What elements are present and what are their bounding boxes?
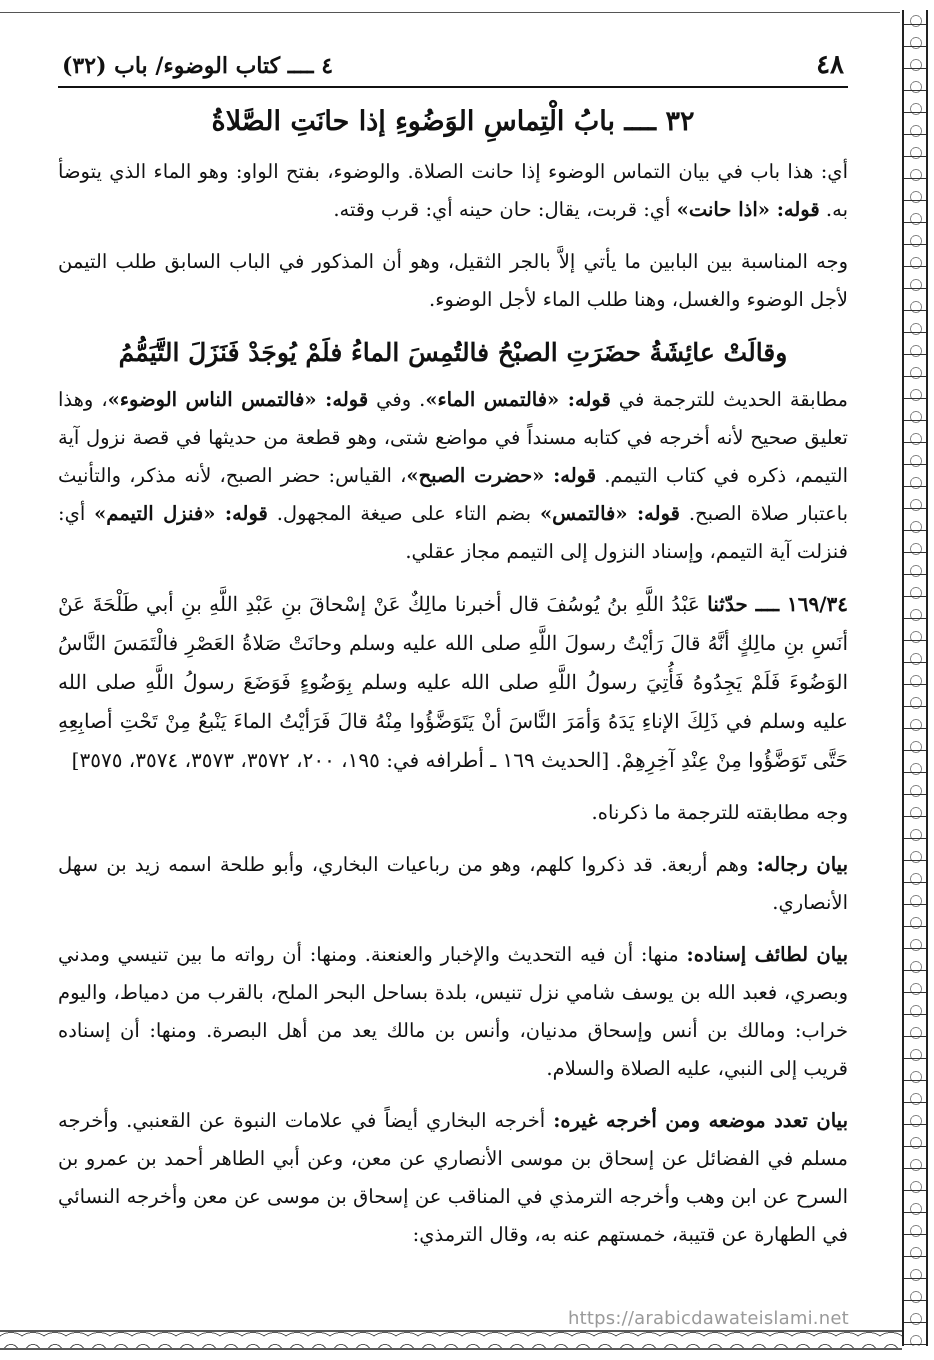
paragraph-commentary	[58, 381, 848, 571]
paragraph-other-sources	[58, 1102, 848, 1254]
paragraph-chain-subtleties	[58, 936, 848, 1088]
bold-label: قوله: «فالتمس الماء»	[425, 388, 611, 411]
hadith-number: ١٦٩/٣٤ ــــ حدّثنا	[707, 592, 848, 616]
paragraph-text: أخرجه البخاري أيضاً في علامات النبوة عن القعنبي. وأخرجه مسلم في الفضائل عن إسحاق بن موسى الأنصاري عن معن، وعن أبي الطاهر أحمد بن عمرو بن السرح عن ابن وهب وأخرجه الترمذي في المناقب عن إسحاق بن موسى عن معن وأخرجه النسائي في الطهارة عن قتيبة، خمستهم عنه به، وقال الترمذي:	[58, 1109, 848, 1246]
top-rule	[0, 12, 900, 13]
paragraph-text: أي: هذا باب في بيان التماس الوضوء إذا حانت الصلاة. والوضوء، بفتح الواو: وهو الماء الذي يتوضأ به.	[58, 160, 848, 221]
paragraph-text: بضم التاء على صيغة المجهول.	[267, 502, 540, 525]
paragraph-text: وهم أربعة. قد ذكروا كلهم، وهو من رباعيات البخاري، وأبو طلحة اسمه زيد بن سهل الأنصاري.	[58, 853, 848, 914]
decorative-border-bottom	[0, 1330, 902, 1350]
chapter-title: ٣٢ ــــ بابُ الْتِماسِ الوَضُوءِ إذا حانَتِ الصَّلاةُ	[211, 106, 695, 137]
quoted-narration-heading: وقالَتْ عائِشَةُ حضَرَتِ الصبْحُ فالتُمِسَ الماءُ فلَمْ يُوجَدْ فَنَزَلَ التَّيَمُّمُ	[118, 338, 788, 367]
paragraph-text: أي: فنزلت آية التيمم، وإسناد النزول إلى التيمم مجاز عقلي.	[58, 502, 848, 563]
bold-label: بيان لطائف إسناده:	[686, 943, 848, 966]
watermark-url: https://arabicdawateislami.net	[568, 1308, 849, 1329]
bold-label: قوله: «فالتمس»	[539, 502, 680, 525]
page-number: ٤٨	[816, 50, 844, 80]
hadith-text	[58, 585, 848, 780]
border-ornament	[907, 10, 925, 1346]
bold-label: قوله: «حضرت الصبح»	[406, 464, 597, 487]
bold-label: قوله: «فنزل التيمم»	[94, 502, 268, 525]
bold-label: بيان رجاله:	[756, 853, 848, 876]
paragraph-correspondence: وجه مطابقته للترجمة ما ذكرناه.	[591, 801, 848, 824]
page-content	[58, 50, 848, 1268]
paragraph-text: ، القياس: حضر الصبح، لأنه مذكر، والتأنيث باعتبار صلاة الصبح.	[58, 464, 848, 525]
bold-label: قوله: «اذا حانت»	[676, 198, 820, 221]
bold-label: قوله: «فالتمس الناس الوضوء»	[107, 388, 369, 411]
paragraph-text: أي: قربت، يقال: حان حينه أي: قرب وقته.	[333, 198, 677, 221]
hadith-body: عَبْدُ اللَّهِ بنُ يُوسُفَ قال أخبرنا مالِكٌ عَنْ إسْحاقَ بنِ عَبْدِ اللَّهِ بنِ أبي طَلْحَةَ عَنْ أنَسِ بنِ مالِكٍ أنَّهُ قالَ رَأيْتُ رسولَ اللَّهِ صلى الله عليه وسلم وحانَتْ صَلاةُ العَصْرِ فالْتَمَسَ النَّاسُ الوَضُوءَ فَلَمْ يَجِدُوهُ فَأُتِيَ رسولُ اللَّهِ صلى الله عليه وسلم بِوَضُوءٍ فَوَضَعَ رسولُ اللَّهِ صلى الله عليه وسلم في ذَلِكَ الإناءِ يَدَهُ وَأمَرَ النَّاسَ أنْ يَتَوَضَّؤُوا مِنْهُ قالَ فَرَأيْتُ الماءَ يَنْبعُ مِنْ تَحْتِ أصابِعِهِ حَتَّى تَوَضَّؤُوا مِنْ عِنْدِ آخِرِهِمْ. [الحديث ١٦٩ ـ أطرافه في: ١٩٥، ٢٠٠، ٣٥٧٢، ٣٥٧٣، ٣٥٧٤، ٣٥٧٥]	[58, 592, 848, 772]
paragraph-text: ، وهذا تعليق صحيح لأنه أخرجه في كتابه مسنداً في مواضع شتى، وهو قطعة من حديثها في قصة نزول آية التيمم، ذكره في كتاب التيمم.	[58, 388, 849, 487]
paragraph-text: منها: أن فيه التحديث والإخبار والعنعنة. ومنها: أن رواته ما بين تنيسي ومدني وبصري، فعبد الله بن يوسف شامي نزل تنيس، بلدة بساحل البحر الملح، بالقرب من دمياط، واليوم خراب: ومالك بن أنس وإسحاق مدنيان، وأنس بن مالك يعد من أهل البصرة. ومنها: أن إسناده قريب إلى النبي، عليه الصلاة والسلام.	[58, 943, 848, 1080]
page-header	[58, 50, 848, 88]
paragraph-narrators	[58, 846, 848, 922]
bold-label: بيان تعدد موضعه ومن أخرجه غيره:	[553, 1109, 848, 1132]
paragraph-text: . وفي	[368, 388, 426, 411]
paragraph-intro	[58, 153, 848, 229]
running-title: ٤ ــــ كتاب الوضوء/ باب (٣٢)	[62, 53, 334, 79]
paragraph-text: مطابقة الحديث للترجمة في	[610, 388, 848, 411]
paragraph-relevance: وجه المناسبة بين البابين ما يأتي إلاَّ بالجر الثقيل، وهو أن المذكور في الباب السابق طلب التيمن لأجل الوضوء والغسل، وهنا طلب الماء لأجل الوضوء.	[58, 250, 848, 311]
decorative-border-right	[902, 10, 928, 1346]
